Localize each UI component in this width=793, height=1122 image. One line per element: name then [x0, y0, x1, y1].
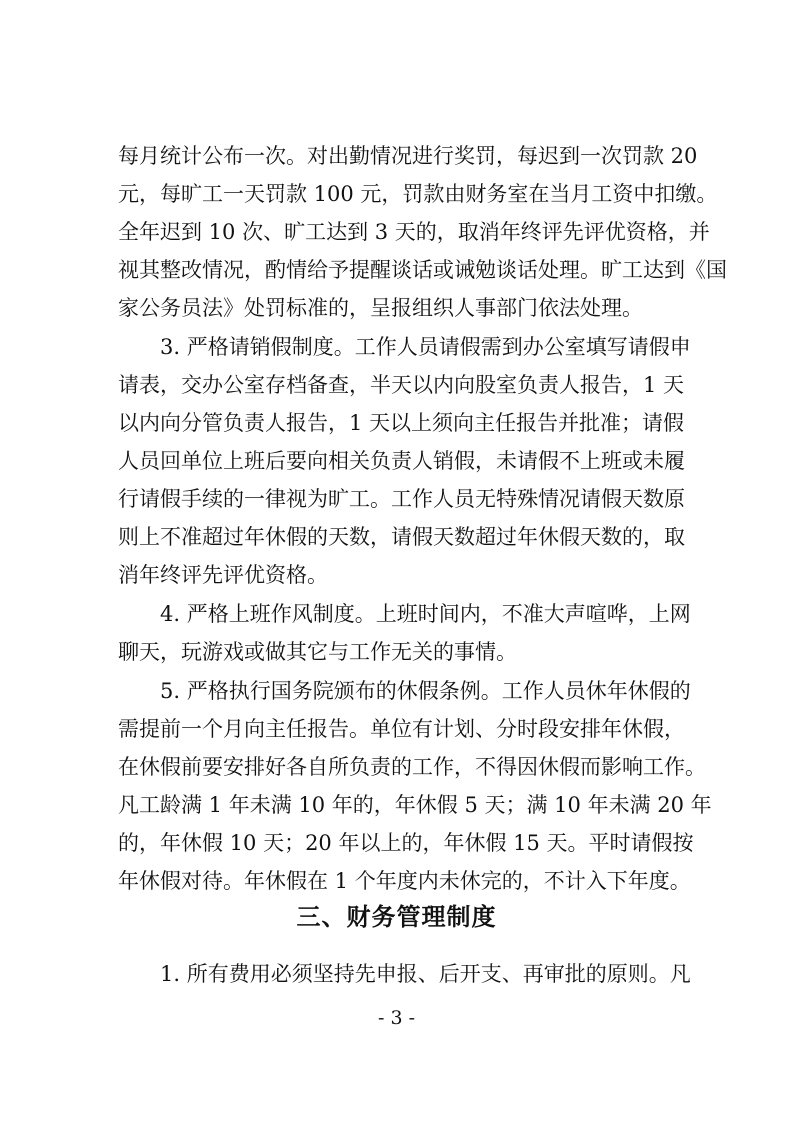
item-3-line-7: 消年终评先评优资格。	[118, 563, 328, 587]
item-5-line-6: 年休假对待。年休假在 1 个年度内未休完的，不计入下年度。	[118, 869, 691, 893]
body-line-1: 每月统计公布一次。对出勤情况进行奖罚，每迟到一次罚款 20	[118, 144, 698, 168]
item-4-line-2: 聊天，玩游戏或做其它与工作无关的事情。	[118, 640, 517, 664]
item-5-line-2: 需提前一个月向主任报告。单位有计划、分时段安排年休假，	[118, 717, 685, 741]
body-line-3: 全年迟到 10 次、旷工达到 3 天的，取消年终评先评优资格，并	[118, 220, 710, 244]
item-5-line-3: 在休假前要安排好各自所负责的工作，不得因休假而影响工作。	[118, 755, 706, 779]
body-line-4: 视其整改情况，酌情给予提醒谈话或诫勉谈话处理。旷工达到《国	[118, 258, 727, 282]
item-5-line-4: 凡工龄满 1 年未满 10 年的，年休假 5 天；满 10 年未满 20 年	[118, 793, 712, 817]
item-3-line-5: 行请假手续的一律视为旷工。工作人员无特殊情况请假天数原	[118, 487, 685, 511]
finance-item-1-line-1: 1. 所有费用必须坚持先申报、后开支、再审批的原则。凡	[160, 962, 691, 986]
item-3-line-4: 人员回单位上班后要向相关负责人销假，未请假不上班或未履	[118, 449, 685, 473]
item-3-line-1: 3. 严格请销假制度。工作人员请假需到办公室填写请假申	[160, 335, 691, 359]
item-4-line-1: 4. 严格上班作风制度。上班时间内，不准大声喧哗，上网	[160, 602, 691, 626]
item-5-line-5: 的，年休假 10 天；20 年以上的，年休假 15 天。平时请假按	[118, 831, 694, 855]
body-line-2: 元，每旷工一天罚款 100 元，罚款由财务室在当月工资中扣缴。	[118, 182, 718, 206]
item-5-line-1: 5. 严格执行国务院颁布的休假条例。工作人员休年休假的	[160, 679, 691, 703]
page-number: - 3 -	[377, 1007, 415, 1029]
section-heading: 三、财务管理制度	[296, 903, 497, 931]
item-3-line-6: 则上不准超过年休假的天数，请假天数超过年休假天数的，取	[118, 525, 685, 549]
item-3-line-2: 请表，交办公室存档备查，半天以内向股室负责人报告，1 天	[118, 373, 685, 397]
item-3-line-3: 以内向分管负责人报告，1 天以上须向主任报告并批准；请假	[118, 411, 685, 435]
body-line-5: 家公务员法》处罚标准的，呈报组织人事部门依法处理。	[118, 296, 643, 320]
